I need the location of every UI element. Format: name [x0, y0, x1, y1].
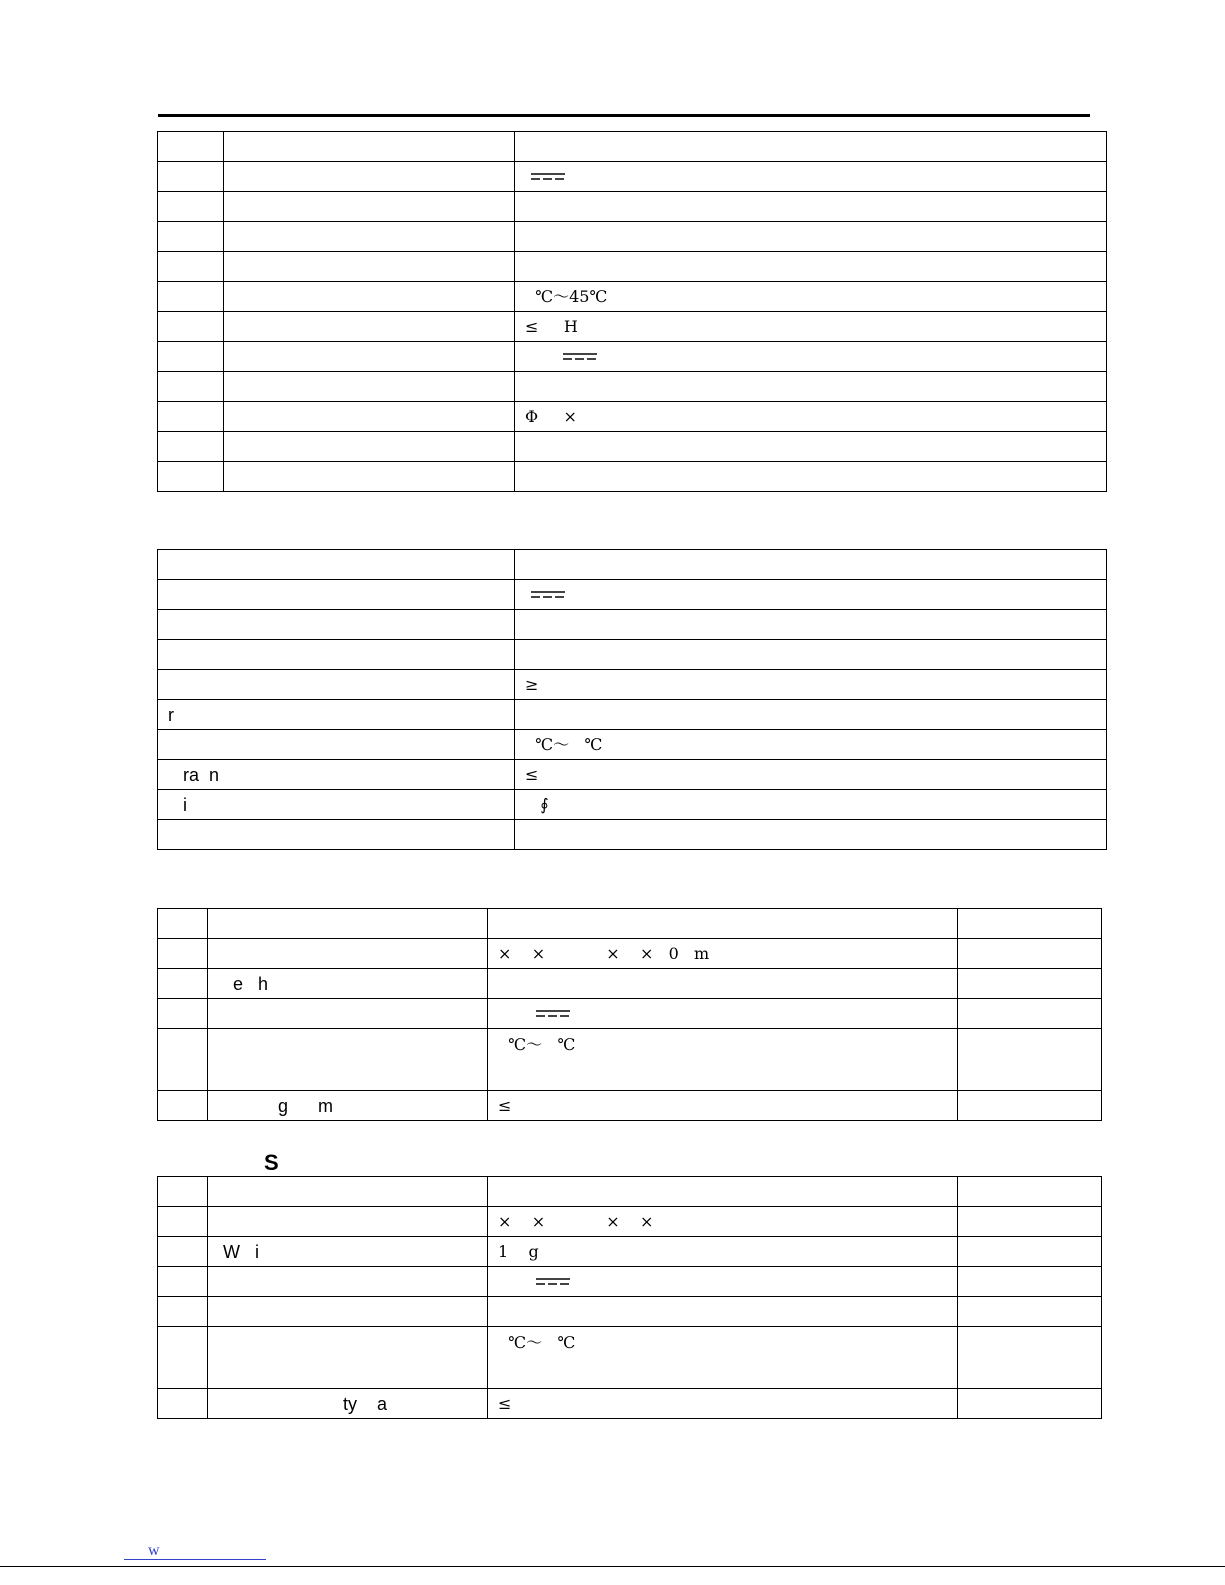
cell-item: [224, 432, 515, 462]
cell-note: [958, 1091, 1102, 1121]
cell-item: [158, 640, 515, 670]
table-row: [158, 342, 1107, 372]
cell-item: [208, 1389, 488, 1419]
cell-no: [158, 132, 224, 162]
table-row: [158, 132, 1107, 162]
cell-note: [958, 1207, 1102, 1237]
cell-item-text: ty a: [218, 1393, 388, 1414]
cell-no: [158, 1389, 208, 1419]
cell-spec: [515, 222, 1107, 252]
cell-item: [224, 222, 515, 252]
cell-spec: [488, 1327, 958, 1389]
cell-spec: [515, 372, 1107, 402]
table-row: [158, 372, 1107, 402]
table-row: [158, 1029, 1102, 1091]
cell-spec: [515, 432, 1107, 462]
cell-spec-text: ≤: [498, 1096, 512, 1115]
cell-item: [158, 550, 515, 580]
table-row: [158, 999, 1102, 1029]
cell-spec: [515, 550, 1107, 580]
table-row: [158, 282, 1107, 312]
cell-no: [158, 1327, 208, 1389]
cell-note: [958, 939, 1102, 969]
cell-item: [208, 939, 488, 969]
table-row: [158, 550, 1107, 580]
table-row: [158, 790, 1107, 820]
cell-no: [158, 372, 224, 402]
table-row: [158, 1297, 1102, 1327]
cell-spec: [488, 1237, 958, 1267]
cell-item: [158, 790, 515, 820]
table-row: [158, 1267, 1102, 1297]
table-row: [158, 610, 1107, 640]
cell-spec: [488, 1207, 958, 1237]
table-row: [158, 1237, 1102, 1267]
table-row: [158, 1091, 1102, 1121]
cell-spec: [488, 1091, 958, 1121]
dc-symbol-icon: [531, 590, 565, 600]
footer-website-link[interactable]: w: [124, 1542, 266, 1560]
table-row: [158, 312, 1107, 342]
cell-no: [158, 462, 224, 492]
table-row: [158, 1389, 1102, 1419]
cell-no: [158, 1297, 208, 1327]
table-row: [158, 760, 1107, 790]
cell-item: [158, 820, 515, 850]
cell-spec: [515, 462, 1107, 492]
cell-item-text: W i: [218, 1241, 259, 1262]
cell-no: [158, 1207, 208, 1237]
table-row: [158, 222, 1107, 252]
cell-spec: [488, 1177, 958, 1207]
cell-spec: [515, 790, 1107, 820]
cell-spec: [515, 610, 1107, 640]
cell-note: [958, 1029, 1102, 1091]
cell-note: [958, 1177, 1102, 1207]
cell-no: [158, 432, 224, 462]
spec-table-2: [157, 549, 1107, 850]
cell-no: [158, 342, 224, 372]
cell-item: [158, 760, 515, 790]
cell-no: [158, 222, 224, 252]
cell-item: [224, 402, 515, 432]
cell-spec: [515, 192, 1107, 222]
table-row: [158, 252, 1107, 282]
cell-item: [224, 132, 515, 162]
cell-spec: [488, 1267, 958, 1297]
table-row: [158, 939, 1102, 969]
cell-note: [958, 1237, 1102, 1267]
cell-spec: [515, 282, 1107, 312]
cell-note: [958, 909, 1102, 939]
cell-item-text: ra n: [168, 764, 220, 785]
cell-spec: [488, 1029, 958, 1091]
table-row: [158, 1177, 1102, 1207]
table-4-heading: S: [264, 1150, 279, 1175]
cell-spec-text: Φ ×: [525, 407, 577, 426]
cell-note: [958, 1297, 1102, 1327]
cell-item: [208, 1207, 488, 1237]
table-row: [158, 969, 1102, 999]
cell-spec-text: ℃～45℃: [525, 287, 608, 306]
table-row: [158, 580, 1107, 610]
cell-item: [224, 162, 515, 192]
cell-no: [158, 969, 208, 999]
cell-spec-text: × × × ×: [498, 1212, 654, 1231]
table-row: [158, 162, 1107, 192]
cell-spec: [515, 730, 1107, 760]
cell-item: [224, 372, 515, 402]
cell-spec: [488, 939, 958, 969]
cell-item: [208, 909, 488, 939]
cell-item: [158, 730, 515, 760]
cell-item: [158, 580, 515, 610]
table-row: [158, 670, 1107, 700]
cell-item: [158, 610, 515, 640]
cell-no: [158, 252, 224, 282]
cell-spec-text: × × × × 0 m: [498, 944, 710, 963]
cell-spec: [488, 1297, 958, 1327]
cell-spec: [515, 640, 1107, 670]
cell-item: [208, 1297, 488, 1327]
header-rule: [158, 114, 1090, 117]
cell-item: [208, 1327, 488, 1389]
table-row: [158, 820, 1107, 850]
dc-symbol-icon: [531, 172, 565, 182]
cell-item: [208, 1091, 488, 1121]
cell-spec-text: ≤: [525, 765, 539, 784]
cell-no: [158, 1267, 208, 1297]
cell-item: [208, 1237, 488, 1267]
cell-item-text: e h: [218, 973, 269, 994]
spec-table-4: [157, 1176, 1102, 1419]
cell-spec-text: ≤ H: [525, 317, 578, 336]
table-row: [158, 700, 1107, 730]
cell-spec: [515, 342, 1107, 372]
cell-item: [208, 999, 488, 1029]
cell-spec: [515, 580, 1107, 610]
cell-item: [224, 462, 515, 492]
spec-table-3: [157, 908, 1102, 1121]
cell-no: [158, 402, 224, 432]
dc-symbol-icon: [536, 1277, 570, 1287]
cell-spec: [515, 670, 1107, 700]
cell-item: [224, 282, 515, 312]
cell-spec-text: 1 g: [498, 1242, 539, 1261]
cell-item-text: i: [168, 794, 188, 815]
cell-item: [224, 342, 515, 372]
cell-spec-text: ℃～ ℃: [525, 735, 603, 754]
cell-no: [158, 939, 208, 969]
cell-spec: [515, 312, 1107, 342]
cell-no: [158, 1237, 208, 1267]
cell-spec: [488, 1389, 958, 1419]
table-row: [158, 1207, 1102, 1237]
cell-item: [158, 670, 515, 700]
cell-spec: [488, 969, 958, 999]
cell-spec: [515, 162, 1107, 192]
cell-item: [208, 1267, 488, 1297]
cell-item: [208, 1029, 488, 1091]
cell-item: [158, 700, 515, 730]
cell-item: [208, 969, 488, 999]
footer-rule: [0, 1566, 1225, 1567]
cell-note: [958, 1267, 1102, 1297]
cell-item-text: r: [168, 704, 174, 725]
table-row: [158, 1327, 1102, 1389]
cell-item: [224, 192, 515, 222]
table-row: [158, 432, 1107, 462]
cell-no: [158, 1029, 208, 1091]
cell-spec: [515, 252, 1107, 282]
cell-item: [224, 252, 515, 282]
cell-spec: [515, 700, 1107, 730]
cell-spec-text: ∮: [525, 795, 549, 814]
cell-spec-text: ≥: [525, 675, 539, 694]
cell-spec: [515, 132, 1107, 162]
dc-symbol-icon: [536, 1009, 570, 1019]
cell-note: [958, 969, 1102, 999]
spec-table-1: [157, 131, 1107, 492]
cell-spec: [515, 760, 1107, 790]
cell-no: [158, 192, 224, 222]
cell-spec: [488, 909, 958, 939]
cell-spec: [488, 999, 958, 1029]
cell-spec: [515, 820, 1107, 850]
cell-spec-text: ℃～ ℃: [498, 1035, 576, 1054]
table-row: [158, 730, 1107, 760]
cell-item: [224, 312, 515, 342]
cell-no: [158, 162, 224, 192]
cell-spec-text: ℃～ ℃: [498, 1333, 576, 1352]
table-row: [158, 402, 1107, 432]
cell-spec: [515, 402, 1107, 432]
cell-no: [158, 312, 224, 342]
cell-note: [958, 1327, 1102, 1389]
cell-item: [208, 1177, 488, 1207]
table-row: [158, 462, 1107, 492]
cell-note: [958, 999, 1102, 1029]
table-row: [158, 640, 1107, 670]
cell-no: [158, 1177, 208, 1207]
cell-no: [158, 1091, 208, 1121]
cell-no: [158, 999, 208, 1029]
cell-no: [158, 909, 208, 939]
cell-spec-text: ≤: [498, 1394, 512, 1413]
cell-item-text: g m: [218, 1095, 334, 1116]
table-row: [158, 192, 1107, 222]
table-row: [158, 909, 1102, 939]
dc-symbol-icon: [563, 352, 597, 362]
cell-note: [958, 1389, 1102, 1419]
cell-no: [158, 282, 224, 312]
